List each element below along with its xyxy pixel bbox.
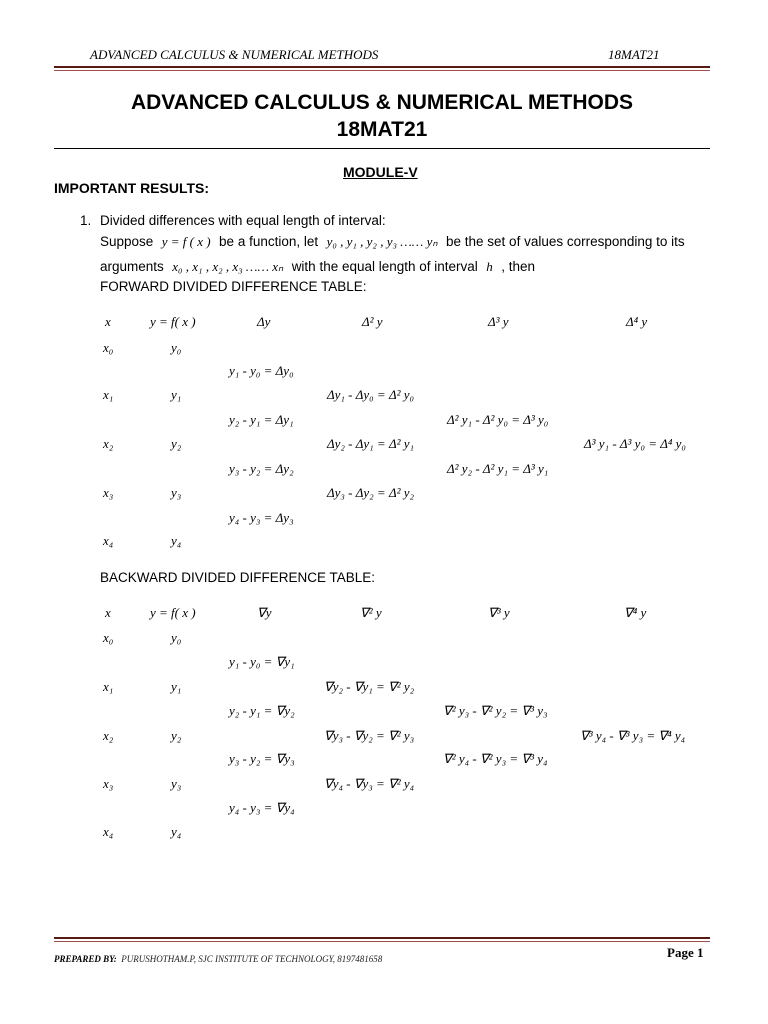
third-difference: ∇² y₄ - ∇² y₃ = ∇³ y₄ [443, 751, 548, 766]
header-d2: Δ² y [362, 314, 383, 329]
fourth-difference: Δ³ y₁ - Δ³ y₀ = Δ⁴ y₀ [584, 436, 686, 451]
page-title: ADVANCED CALCULUS & NUMERICAL METHODS [130, 91, 634, 114]
text: with the equal length of interval [291, 259, 478, 274]
item-number: 1. [80, 213, 92, 228]
text: be the set of values corresponding to its [446, 234, 685, 249]
first-difference: y₄ - y₃ = ∇y₄ [229, 800, 295, 815]
first-difference: y₂ - y₁ = Δy₁ [229, 412, 294, 427]
y-cell: y₄ [171, 533, 182, 548]
header-d3: Δ³ y [488, 314, 509, 329]
header-d4: ∇⁴ y [624, 605, 647, 620]
first-difference: y₁ - y₀ = ∇y₁ [229, 654, 295, 669]
y-cell: y₁ [171, 679, 182, 694]
math-values: y₀ , y₁ , y₂ , y₃ …… yₙ [326, 234, 438, 249]
y-cell: y₂ [171, 728, 182, 743]
second-difference: Δy₂ - Δy₁ = Δ² y₁ [327, 436, 415, 451]
y-cell: y₁ [171, 387, 182, 402]
text: , then [501, 259, 535, 274]
header-y: y = f( x ) [150, 605, 196, 620]
math-interval: h [486, 259, 493, 274]
second-difference: Δy₃ - Δy₂ = Δ² y₂ [327, 485, 415, 500]
first-difference: y₂ - y₁ = ∇y₂ [229, 703, 295, 718]
first-difference: y₄ - y₃ = Δy₃ [229, 510, 294, 525]
footer-credit [54, 949, 382, 967]
header-y: y = f( x ) [150, 314, 196, 329]
y-cell: y₄ [171, 824, 182, 839]
second-difference: ∇y₄ - ∇y₃ = ∇² y₄ [324, 776, 415, 791]
item-heading: Divided differences with equal length of interval: [100, 213, 386, 228]
third-difference: Δ² y₂ - Δ² y₁ = Δ³ y₁ [447, 461, 549, 476]
page-number: Page 1 [667, 945, 704, 960]
running-header-title: ADVANCED CALCULUS & NUMERICAL METHODS [90, 47, 379, 62]
footer-rule [54, 937, 710, 939]
text: arguments [100, 259, 164, 274]
prepared-label: PREPARED BY: [54, 954, 117, 964]
title-rule [54, 148, 710, 149]
forward-caption: FORWARD DIVIDED DIFFERENCE TABLE: [100, 279, 367, 294]
item-line-2 [100, 233, 712, 251]
first-difference: y₃ - y₂ = Δy₂ [229, 461, 294, 476]
fourth-difference: ∇³ y₄ - ∇³ y₃ = ∇⁴ y₄ [580, 728, 686, 743]
third-difference: Δ² y₁ - Δ² y₀ = Δ³ y₀ [447, 412, 549, 427]
math-function: y = f ( x ) [161, 234, 211, 249]
math-arguments: x₀ , x₁ , x₂ , x₃ …… xₙ [172, 259, 284, 274]
footer-rule-thin [54, 941, 710, 942]
item-line-3 [100, 258, 535, 276]
x-cell: x₄ [103, 533, 114, 548]
header-x: x [105, 314, 111, 329]
header-d1: ∇y [257, 605, 272, 620]
text: be a function, let [219, 234, 319, 249]
x-cell: x₄ [103, 824, 114, 839]
x-cell: x₁ [103, 679, 114, 694]
backward-caption: BACKWARD DIVIDED DIFFERENCE TABLE: [100, 570, 376, 585]
header-d2: ∇² y [360, 605, 382, 620]
module-heading: MODULE-V [343, 164, 418, 180]
x-cell: x₀ [103, 340, 114, 355]
x-cell: x₃ [103, 776, 114, 791]
header-rule-thin [54, 70, 710, 71]
second-difference: ∇y₂ - ∇y₁ = ∇² y₂ [324, 679, 415, 694]
header-x: x [105, 605, 111, 620]
second-difference: Δy₁ - Δy₀ = Δ² y₀ [327, 387, 415, 402]
header-d3: ∇³ y [488, 605, 510, 620]
third-difference: ∇² y₃ - ∇² y₂ = ∇³ y₃ [443, 703, 548, 718]
second-difference: ∇y₃ - ∇y₂ = ∇² y₃ [324, 728, 415, 743]
header-d1: Δy [257, 314, 271, 329]
y-cell: y₀ [171, 630, 182, 645]
first-difference: y₁ - y₀ = Δy₀ [229, 363, 294, 378]
y-cell: y₃ [171, 776, 182, 791]
first-difference: y₃ - y₂ = ∇y₃ [229, 751, 295, 766]
header-d4: Δ⁴ y [626, 314, 648, 329]
x-cell: x₀ [103, 630, 114, 645]
page-subtitle: 18MAT21 [336, 118, 428, 141]
x-cell: x₂ [103, 436, 114, 451]
y-cell: y₃ [171, 485, 182, 500]
prepared-value: PURUSHOTHAM.P, SJC INSTITUTE OF TECHNOLOGY, 8197481658 [121, 954, 383, 964]
section-heading: IMPORTANT RESULTS: [54, 180, 210, 196]
x-cell: x₃ [103, 485, 114, 500]
y-cell: y₀ [171, 340, 182, 355]
header-rule [54, 66, 710, 68]
x-cell: x₂ [103, 728, 114, 743]
y-cell: y₂ [171, 436, 182, 451]
x-cell: x₁ [103, 387, 114, 402]
text: Suppose [100, 234, 154, 249]
running-header-code: 18MAT21 [608, 47, 660, 62]
